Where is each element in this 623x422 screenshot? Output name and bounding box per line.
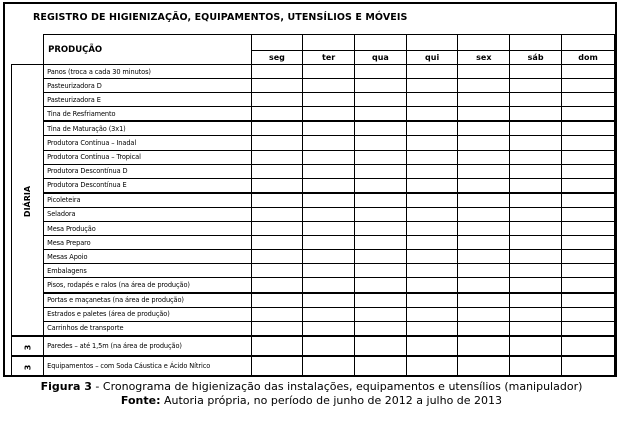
check-cell[interactable] bbox=[303, 336, 355, 356]
check-cell[interactable] bbox=[406, 278, 458, 293]
item-label: Mesa Produção bbox=[44, 222, 251, 236]
check-cell[interactable] bbox=[354, 250, 406, 264]
day-header-mon: seg bbox=[251, 51, 303, 65]
check-cell[interactable] bbox=[562, 278, 615, 293]
check-cell[interactable] bbox=[303, 207, 355, 221]
item-label: Portas e maçanetas (na área de produção) bbox=[44, 293, 251, 308]
item-label: Pasteurizadora D bbox=[44, 79, 251, 93]
check-cell[interactable] bbox=[251, 264, 303, 278]
check-cell[interactable] bbox=[562, 136, 615, 150]
check-cell[interactable] bbox=[354, 307, 406, 321]
check-cell[interactable] bbox=[458, 93, 510, 107]
item-label: Picoleteira bbox=[44, 193, 251, 208]
check-cell[interactable] bbox=[562, 307, 615, 321]
check-cell[interactable] bbox=[562, 321, 615, 336]
check-cell[interactable] bbox=[510, 93, 562, 107]
table-row bbox=[12, 193, 615, 208]
header-blank-cell bbox=[562, 35, 615, 51]
table-row bbox=[12, 264, 615, 278]
check-cell[interactable] bbox=[510, 236, 562, 250]
header-blank-cell bbox=[406, 35, 458, 51]
check-cell[interactable] bbox=[251, 136, 303, 150]
check-cell[interactable] bbox=[562, 79, 615, 93]
check-cell[interactable] bbox=[458, 136, 510, 150]
check-cell[interactable] bbox=[251, 321, 303, 336]
check-cell[interactable] bbox=[303, 178, 355, 193]
source-label: Fonte: bbox=[120, 394, 161, 407]
check-cell[interactable] bbox=[510, 207, 562, 221]
check-cell[interactable] bbox=[562, 65, 615, 79]
table-row bbox=[12, 250, 615, 264]
check-cell[interactable] bbox=[510, 264, 562, 278]
day-header-thu: qui bbox=[406, 51, 458, 65]
item-label: Produtora Descontínua E bbox=[44, 178, 251, 193]
table-row bbox=[12, 222, 615, 236]
item-label: Pisos, rodapés e ralos (na área de produção) bbox=[44, 278, 251, 293]
check-cell[interactable] bbox=[510, 107, 562, 122]
item-label: Mesas Apoio bbox=[44, 250, 251, 264]
schedule-frame bbox=[3, 2, 617, 377]
table-row bbox=[12, 164, 615, 178]
check-cell[interactable] bbox=[354, 293, 406, 308]
category-cell bbox=[12, 356, 44, 376]
item-label: Tina de Maturação (3x1) bbox=[44, 121, 251, 136]
cleaning-schedule-table bbox=[11, 34, 615, 377]
item-label: Panos (troca a cada 30 minutos) bbox=[44, 65, 251, 79]
check-cell[interactable] bbox=[406, 136, 458, 150]
check-cell[interactable] bbox=[562, 93, 615, 107]
check-cell[interactable] bbox=[354, 136, 406, 150]
check-cell[interactable] bbox=[354, 79, 406, 93]
header-blank-cell bbox=[458, 35, 510, 51]
header-blank-cell bbox=[354, 35, 406, 51]
check-cell[interactable] bbox=[251, 164, 303, 178]
check-cell[interactable] bbox=[458, 293, 510, 308]
item-label: Mesa Preparo bbox=[44, 236, 251, 250]
check-cell[interactable] bbox=[406, 222, 458, 236]
check-cell[interactable] bbox=[562, 207, 615, 221]
check-cell[interactable] bbox=[303, 65, 355, 79]
check-cell[interactable] bbox=[458, 164, 510, 178]
check-cell[interactable] bbox=[303, 164, 355, 178]
check-cell[interactable] bbox=[354, 121, 406, 136]
check-cell[interactable] bbox=[406, 307, 458, 321]
check-cell[interactable] bbox=[354, 222, 406, 236]
item-label: Paredes – até 1,5m (na área de produção) bbox=[44, 336, 251, 356]
check-cell[interactable] bbox=[458, 207, 510, 221]
check-cell[interactable] bbox=[458, 264, 510, 278]
day-header-sat: sáb bbox=[510, 51, 562, 65]
check-cell[interactable] bbox=[458, 150, 510, 164]
check-cell[interactable] bbox=[354, 236, 406, 250]
check-cell[interactable] bbox=[303, 107, 355, 122]
check-cell[interactable] bbox=[354, 336, 406, 356]
check-cell[interactable] bbox=[303, 307, 355, 321]
check-cell[interactable] bbox=[458, 236, 510, 250]
check-cell[interactable] bbox=[458, 107, 510, 122]
check-cell[interactable] bbox=[458, 307, 510, 321]
check-cell[interactable] bbox=[562, 178, 615, 193]
check-cell[interactable] bbox=[510, 250, 562, 264]
check-cell[interactable] bbox=[251, 250, 303, 264]
check-cell[interactable] bbox=[251, 93, 303, 107]
check-cell[interactable] bbox=[510, 121, 562, 136]
item-label: Produtora Descontínua D bbox=[44, 164, 251, 178]
check-cell[interactable] bbox=[303, 250, 355, 264]
check-cell[interactable] bbox=[510, 79, 562, 93]
check-cell[interactable] bbox=[458, 222, 510, 236]
table-row bbox=[12, 336, 615, 356]
category-label: 3 bbox=[23, 364, 33, 371]
check-cell[interactable] bbox=[251, 79, 303, 93]
check-cell[interactable] bbox=[354, 207, 406, 221]
check-cell[interactable] bbox=[354, 107, 406, 122]
source-text: Autoria própria, no período de junho de 2012 a julho de 2013 bbox=[160, 394, 503, 407]
schedule-body bbox=[12, 65, 615, 376]
check-cell[interactable] bbox=[354, 278, 406, 293]
check-cell[interactable] bbox=[562, 250, 615, 264]
check-cell[interactable] bbox=[510, 164, 562, 178]
check-cell[interactable] bbox=[251, 278, 303, 293]
check-cell[interactable] bbox=[510, 222, 562, 236]
check-cell[interactable] bbox=[458, 193, 510, 208]
check-cell[interactable] bbox=[562, 293, 615, 308]
table-row bbox=[12, 236, 615, 250]
check-cell[interactable] bbox=[458, 79, 510, 93]
check-cell[interactable] bbox=[406, 150, 458, 164]
check-cell[interactable] bbox=[251, 236, 303, 250]
check-cell[interactable] bbox=[406, 321, 458, 336]
check-cell[interactable] bbox=[510, 293, 562, 308]
check-cell[interactable] bbox=[251, 121, 303, 136]
table-row bbox=[12, 136, 615, 150]
check-cell[interactable] bbox=[562, 264, 615, 278]
day-header-sun: dom bbox=[562, 51, 615, 65]
day-header-fri: sex bbox=[458, 51, 510, 65]
check-cell[interactable] bbox=[562, 236, 615, 250]
check-cell[interactable] bbox=[562, 356, 615, 376]
check-cell[interactable] bbox=[406, 65, 458, 79]
category-cell bbox=[12, 65, 44, 336]
check-cell[interactable] bbox=[562, 107, 615, 122]
check-cell[interactable] bbox=[406, 164, 458, 178]
table-row bbox=[12, 93, 615, 107]
check-cell[interactable] bbox=[406, 178, 458, 193]
check-cell[interactable] bbox=[251, 107, 303, 122]
check-cell[interactable] bbox=[251, 356, 303, 376]
check-cell[interactable] bbox=[458, 336, 510, 356]
check-cell[interactable] bbox=[406, 193, 458, 208]
item-label: Estrados e paletes (área de produção) bbox=[44, 307, 251, 321]
item-label: Pasteurizadora E bbox=[44, 93, 251, 107]
table-row bbox=[12, 356, 615, 376]
check-cell[interactable] bbox=[303, 278, 355, 293]
check-cell[interactable] bbox=[406, 356, 458, 376]
day-header-wed: qua bbox=[354, 51, 406, 65]
check-cell[interactable] bbox=[406, 336, 458, 356]
check-cell[interactable] bbox=[303, 236, 355, 250]
check-cell[interactable] bbox=[354, 150, 406, 164]
table-row bbox=[12, 107, 615, 122]
table-row bbox=[12, 178, 615, 193]
check-cell[interactable] bbox=[354, 193, 406, 208]
check-cell[interactable] bbox=[562, 222, 615, 236]
corner-cell bbox=[12, 35, 44, 65]
check-cell[interactable] bbox=[458, 121, 510, 136]
check-cell[interactable] bbox=[354, 93, 406, 107]
category-label: 3 bbox=[23, 344, 33, 351]
table-row bbox=[12, 207, 615, 221]
check-cell[interactable] bbox=[354, 178, 406, 193]
table-row bbox=[12, 321, 615, 336]
check-cell[interactable] bbox=[303, 264, 355, 278]
check-cell[interactable] bbox=[303, 150, 355, 164]
check-cell[interactable] bbox=[458, 278, 510, 293]
item-label: Embalagens bbox=[44, 264, 251, 278]
check-cell[interactable] bbox=[406, 250, 458, 264]
check-cell[interactable] bbox=[303, 79, 355, 93]
item-label: Tina de Resfriamento bbox=[44, 107, 251, 122]
check-cell[interactable] bbox=[510, 321, 562, 336]
check-cell[interactable] bbox=[251, 178, 303, 193]
check-cell[interactable] bbox=[510, 336, 562, 356]
item-label: Seladora bbox=[44, 207, 251, 221]
table-row bbox=[12, 150, 615, 164]
check-cell[interactable] bbox=[562, 150, 615, 164]
table-row bbox=[12, 278, 615, 293]
check-cell[interactable] bbox=[510, 150, 562, 164]
day-header-tue: ter bbox=[303, 51, 355, 65]
check-cell[interactable] bbox=[303, 193, 355, 208]
check-cell[interactable] bbox=[458, 65, 510, 79]
header-blank-cell bbox=[303, 35, 355, 51]
check-cell[interactable] bbox=[303, 356, 355, 376]
table-row bbox=[12, 79, 615, 93]
check-cell[interactable] bbox=[406, 121, 458, 136]
table-row bbox=[12, 65, 615, 79]
check-cell[interactable] bbox=[510, 65, 562, 79]
table-row bbox=[12, 293, 615, 308]
item-label: Equipamentos – com Soda Cáustica e Ácido Nítrico bbox=[44, 356, 251, 376]
check-cell[interactable] bbox=[562, 164, 615, 178]
check-cell[interactable] bbox=[354, 321, 406, 336]
check-cell[interactable] bbox=[303, 321, 355, 336]
check-cell[interactable] bbox=[251, 336, 303, 356]
check-cell[interactable] bbox=[251, 293, 303, 308]
table-row bbox=[12, 121, 615, 136]
check-cell[interactable] bbox=[251, 222, 303, 236]
check-cell[interactable] bbox=[510, 136, 562, 150]
check-cell[interactable] bbox=[406, 207, 458, 221]
check-cell[interactable] bbox=[303, 293, 355, 308]
header-blank-cell bbox=[251, 35, 303, 51]
check-cell[interactable] bbox=[303, 121, 355, 136]
item-label: Produtora Contínua – Tropical bbox=[44, 150, 251, 164]
category-label: DIÁRIA bbox=[23, 185, 33, 217]
check-cell[interactable] bbox=[458, 178, 510, 193]
check-cell[interactable] bbox=[354, 356, 406, 376]
check-cell[interactable] bbox=[562, 336, 615, 356]
figure-text: - Cronograma de higienização das instalações, equipamentos e utensílios (manipulador) bbox=[91, 380, 583, 393]
table-row bbox=[12, 307, 615, 321]
check-cell[interactable] bbox=[406, 107, 458, 122]
check-cell[interactable] bbox=[251, 193, 303, 208]
check-cell[interactable] bbox=[251, 307, 303, 321]
table-title: REGISTRO DE HIGIENIZAÇÃO, EQUIPAMENTOS, UTENSÍLIOS E MÓVEIS bbox=[33, 12, 408, 23]
check-cell[interactable] bbox=[406, 264, 458, 278]
check-cell[interactable] bbox=[251, 207, 303, 221]
check-cell[interactable] bbox=[251, 65, 303, 79]
check-cell[interactable] bbox=[406, 293, 458, 308]
source-caption bbox=[0, 394, 623, 407]
check-cell[interactable] bbox=[562, 121, 615, 136]
check-cell[interactable] bbox=[406, 93, 458, 107]
check-cell[interactable] bbox=[303, 136, 355, 150]
header-blank-cell bbox=[510, 35, 562, 51]
check-cell[interactable] bbox=[562, 193, 615, 208]
check-cell[interactable] bbox=[406, 236, 458, 250]
figure-label: Figura 3 bbox=[40, 380, 92, 393]
category-cell bbox=[12, 336, 44, 356]
check-cell[interactable] bbox=[458, 250, 510, 264]
check-cell[interactable] bbox=[303, 222, 355, 236]
check-cell[interactable] bbox=[251, 150, 303, 164]
check-cell[interactable] bbox=[354, 65, 406, 79]
check-cell[interactable] bbox=[354, 164, 406, 178]
check-cell[interactable] bbox=[354, 264, 406, 278]
check-cell[interactable] bbox=[458, 356, 510, 376]
item-label: Produtora Contínua – Inadal bbox=[44, 136, 251, 150]
check-cell[interactable] bbox=[510, 356, 562, 376]
check-cell[interactable] bbox=[406, 79, 458, 93]
check-cell[interactable] bbox=[510, 307, 562, 321]
check-cell[interactable] bbox=[510, 193, 562, 208]
check-cell[interactable] bbox=[510, 178, 562, 193]
production-header: PRODUÇÃO bbox=[44, 35, 251, 65]
check-cell[interactable] bbox=[303, 93, 355, 107]
figure-caption bbox=[0, 380, 623, 393]
item-label: Carrinhos de transporte bbox=[44, 321, 251, 336]
check-cell[interactable] bbox=[510, 278, 562, 293]
check-cell[interactable] bbox=[458, 321, 510, 336]
